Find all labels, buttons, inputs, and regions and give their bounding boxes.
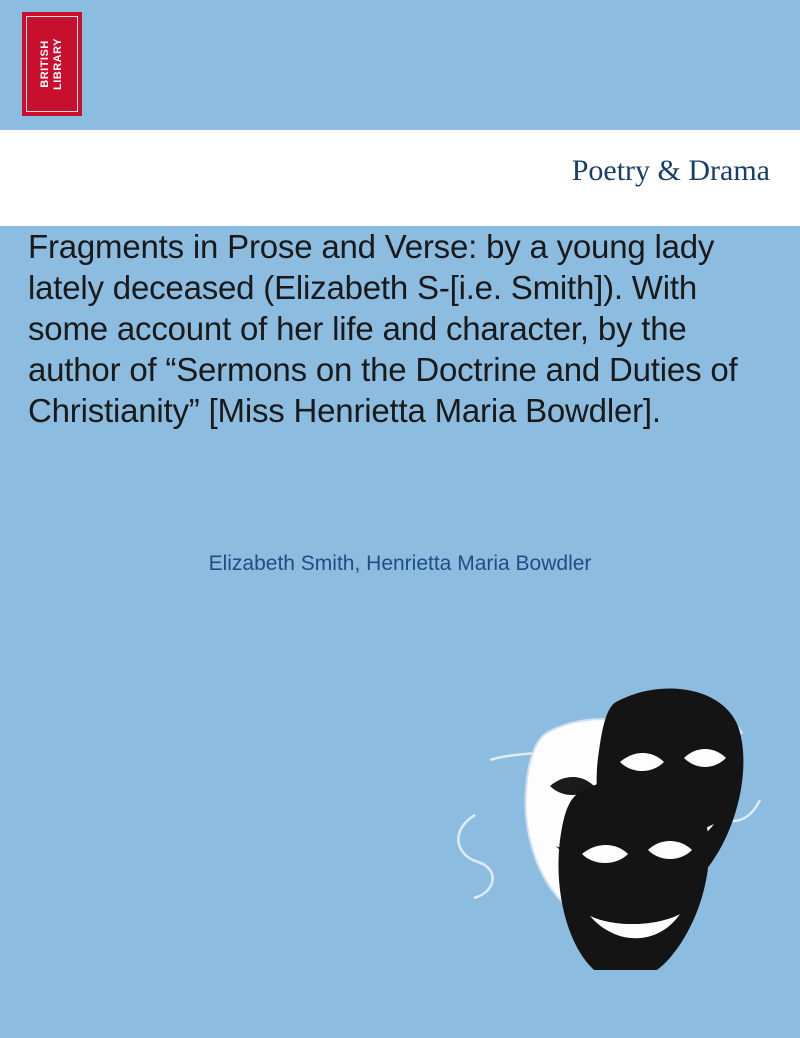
logo-text xyxy=(22,12,82,116)
logo-line-1: BRITISH xyxy=(39,40,52,88)
book-authors: Elizabeth Smith, Henrietta Maria Bowdler xyxy=(208,552,592,575)
title-block xyxy=(0,226,800,431)
category-label: Poetry & Drama xyxy=(571,154,770,187)
theatre-masks-illustration xyxy=(430,640,770,970)
logo-line-2: LIBRARY xyxy=(52,38,64,90)
book-title: Fragments in Prose and Verse: by a young lady lately deceased (Elizabeth S-[i.e. Smith]). With some account of her life and character, by the author of “Sermons on the Doctrine and Duties of Christianity” [Miss Henrietta Maria Bowdler]. xyxy=(28,228,738,429)
british-library-logo xyxy=(22,12,82,116)
category-band xyxy=(0,130,800,226)
